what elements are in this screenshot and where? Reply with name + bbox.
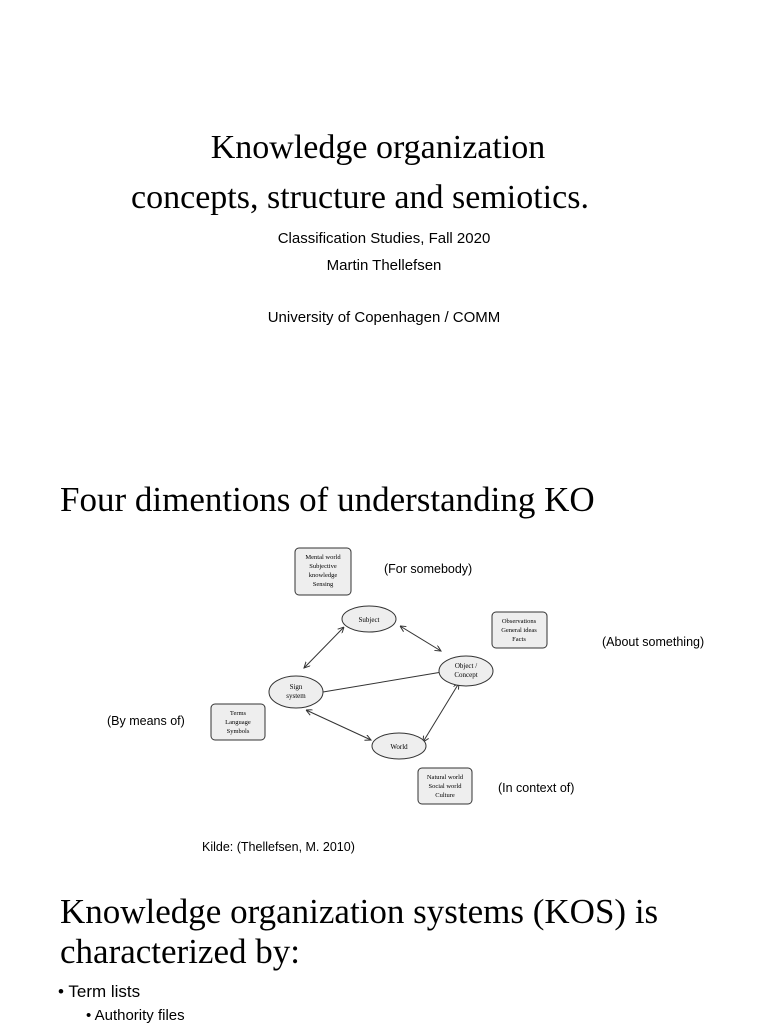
source-citation: Kilde: (Thellefsen, M. 2010) [202,840,355,854]
sub-bullet-item: • Authority files [86,1007,185,1024]
node-world-label: World [390,743,408,751]
edge-sign-world [306,710,371,740]
svg-text:Mental world: Mental world [305,554,341,561]
svg-text:Facts: Facts [512,636,526,643]
node-sign-system [269,676,323,708]
title-slide [0,0,768,440]
node-object-concept [439,656,493,686]
label-for-somebody: (For somebody) [384,562,473,576]
box-natural-world [418,768,472,804]
node-object-label-1: Object / [454,662,478,670]
slide-heading-line2: characterized by: [60,932,300,971]
svg-text:General ideas: General ideas [501,627,537,634]
author-name: Martin Thellefsen [326,257,442,274]
node-object-label-2: Concept [454,671,478,679]
label-by-means-of: (By means of) [107,714,185,728]
svg-text:Terms: Terms [229,710,247,717]
slide-title-line2: concepts, structure and semiotics. [131,179,589,216]
kos-slide [0,870,768,1024]
svg-text:Language: Language [225,719,251,726]
bullet-item: • Term lists [58,982,141,1001]
edge-subject-sign [304,627,344,668]
svg-text:knowledge: knowledge [308,572,338,579]
institution-name: University of Copenhagen / COMM [267,309,501,326]
box-terms [211,704,265,740]
node-sign-label-2: system [286,692,306,700]
node-subject [342,606,396,632]
label-about-something: (About something) [602,635,705,649]
svg-text:Culture: Culture [435,792,455,799]
edge-sign-object [323,672,442,692]
slide-title-line1: Knowledge organization [210,129,546,166]
label-in-context-of: (In context of) [498,781,575,795]
node-sign-label-1: Sign [289,683,303,691]
node-world [372,733,426,759]
course-name: Classification Studies, Fall 2020 [277,230,491,247]
box-mental-world [295,548,351,595]
slide-heading [60,892,740,972]
ko-dimensions-diagram [0,440,768,870]
svg-text:Social world: Social world [428,783,462,790]
svg-text:Natural world: Natural world [426,774,464,781]
edge-subject-object [400,626,441,651]
dimensions-slide [0,440,768,870]
box-observations [492,612,547,648]
svg-text:Observations: Observations [501,618,537,625]
node-subject-label: Subject [358,616,380,624]
svg-text:Sensing: Sensing [312,581,334,588]
slide-heading: Four dimentions of understanding KO [60,480,595,519]
slide-heading-line1: Knowledge organization systems (KOS) is [60,892,659,931]
svg-text:Symbols: Symbols [226,728,250,735]
svg-text:Subjective: Subjective [309,563,337,570]
edge-world-object [423,683,459,742]
